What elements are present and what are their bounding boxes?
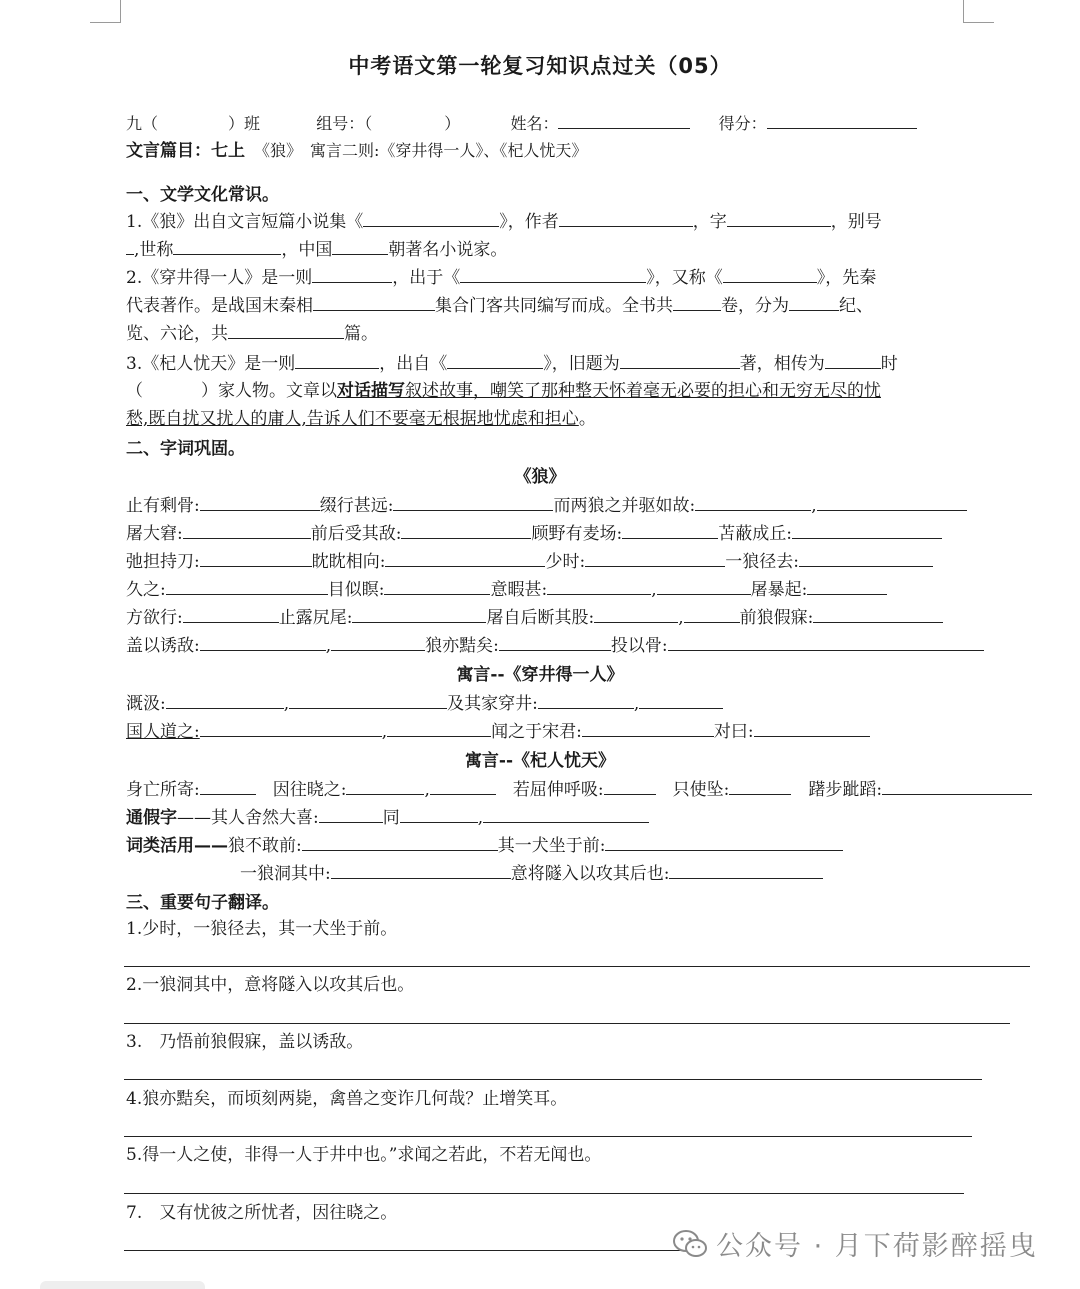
blank[interactable]: [295, 350, 379, 369]
vocab-term: 意暇甚:: [490, 580, 548, 600]
page-corner-mark-left: [90, 0, 121, 23]
vocab-term: 若屈伸呼吸:: [512, 780, 604, 800]
vocab-term: 久之:: [126, 580, 166, 600]
blank[interactable]: [331, 632, 425, 651]
blank[interactable]: [585, 548, 725, 567]
blank[interactable]: [331, 860, 511, 879]
blank[interactable]: [460, 264, 646, 283]
blank[interactable]: [387, 718, 491, 737]
blank[interactable]: [813, 604, 943, 623]
q1-text: 朝著名小说家。: [388, 240, 508, 260]
vocab-term: 因往晓之:: [272, 780, 347, 800]
huoyong-label: 词类活用——: [126, 836, 228, 856]
score-label: 得分：: [718, 114, 767, 133]
answer-line[interactable]: [124, 1250, 684, 1251]
huoyong-row: [240, 860, 823, 887]
q2-text: 卷，分为: [721, 296, 789, 316]
group-suffix: ）: [444, 114, 461, 133]
blank[interactable]: [352, 604, 486, 623]
vocab-term: 狼亦黠矣:: [425, 636, 499, 656]
blank[interactable]: [620, 350, 740, 369]
blank[interactable]: [200, 492, 320, 511]
blank[interactable]: [789, 292, 839, 311]
vocab-term: 闻之于宋君:: [491, 722, 582, 742]
translation-prompt: 7. 又有忧彼之所忧者，因往晓之。: [126, 1203, 398, 1223]
blank[interactable]: [384, 576, 490, 595]
vocab-term: 屠自后断其股:: [486, 608, 595, 628]
blank[interactable]: [289, 690, 447, 709]
vocab-term: 躇步跐蹈:: [808, 780, 883, 800]
passage-line: [126, 138, 587, 164]
blank[interactable]: [228, 320, 344, 339]
page-title: 中考语文第一轮复习知识点过关（05）: [348, 54, 732, 78]
blank[interactable]: [385, 548, 545, 567]
vocab-term: 顾野有麦场:: [531, 524, 623, 544]
section-1-heading: 一、文学文化常识。: [126, 185, 279, 205]
vocab-term: 苫蔽成丘:: [718, 524, 792, 544]
score-field[interactable]: [767, 110, 917, 129]
vocab-row: [126, 548, 933, 575]
page-footer-tab: [40, 1281, 205, 1289]
blank[interactable]: [200, 548, 312, 567]
q3-line-1: [126, 350, 898, 377]
q3-text: 著，相传为: [739, 354, 825, 374]
translation-prompt: 3. 乃悟前狼假寐，盖以诱敌。: [126, 1032, 364, 1052]
tongjia-row: [126, 804, 649, 831]
blank[interactable]: [727, 208, 831, 227]
q1-line-1: [126, 208, 882, 235]
blank[interactable]: [173, 236, 281, 255]
q3-emphasis: 对话描写: [337, 381, 405, 401]
blank[interactable]: [604, 776, 656, 795]
vocab-row: [126, 632, 984, 659]
lang-title: 《狼》: [514, 467, 566, 487]
q2-line-1: [126, 264, 876, 291]
vocab-term: 缀行甚远:: [319, 496, 394, 516]
blank[interactable]: [547, 576, 651, 595]
vocab-term: 少时:: [545, 552, 586, 572]
q1-text: ，中国: [281, 240, 333, 260]
vocab-term: 狼不敢前:: [228, 836, 302, 856]
blank[interactable]: [605, 832, 843, 851]
q3-text: 时: [880, 354, 898, 374]
blank[interactable]: [302, 832, 498, 851]
blank[interactable]: [166, 690, 284, 709]
vocab-term: 方欲行:: [126, 608, 183, 628]
blank[interactable]: [166, 576, 328, 595]
answer-line[interactable]: [124, 1023, 1010, 1024]
fable1-title: 寓言--《穿井得一人》: [456, 665, 624, 685]
vocab-row: [126, 604, 943, 631]
blank[interactable]: [430, 776, 496, 795]
class-suffix: ）班: [228, 114, 261, 133]
blank[interactable]: [200, 632, 326, 651]
vocab-term: 止有剩骨:: [126, 496, 200, 516]
blank[interactable]: [695, 492, 811, 511]
q1-line-2: [126, 236, 507, 263]
blank[interactable]: [393, 492, 553, 511]
section-3-heading: 三、重要句子翻译。: [126, 893, 279, 913]
vocab-term: 前狼假寐:: [739, 608, 814, 628]
blank[interactable]: [668, 632, 984, 651]
blank[interactable]: [792, 520, 942, 539]
q2-text: 纪、: [839, 296, 873, 316]
q2-text: 》，先秦: [816, 268, 877, 288]
vocab-row: [126, 520, 942, 547]
translation-prompt: 1.少时，一狼径去，其一犬坐于前。: [126, 919, 398, 939]
vocab-sep: ,: [633, 694, 640, 714]
blank[interactable]: [882, 776, 1032, 795]
blank[interactable]: [447, 350, 543, 369]
vocab-row: [126, 690, 723, 717]
blank[interactable]: [538, 690, 634, 709]
blank[interactable]: [313, 292, 435, 311]
blank[interactable]: [723, 264, 817, 283]
q3-line-2: [126, 378, 881, 404]
vocab-sep: ,: [678, 608, 684, 628]
blank[interactable]: [332, 236, 388, 255]
tongjia-label: 通假字: [126, 808, 177, 828]
answer-line[interactable]: [124, 966, 1030, 967]
q1-text: ，别号: [830, 212, 882, 232]
blank[interactable]: [799, 548, 933, 567]
answer-line[interactable]: [124, 1136, 972, 1137]
q2-text: 2.《穿井得一人》是一则: [126, 268, 313, 288]
blank[interactable]: [673, 292, 721, 311]
blank[interactable]: [622, 520, 718, 539]
q2-line-2: [126, 292, 873, 319]
q3-line-3: [126, 406, 596, 432]
vocab-term: 只使坠:: [672, 780, 730, 800]
vocab-term: 屠大窘:: [126, 524, 183, 544]
blank[interactable]: [183, 520, 311, 539]
huoyong-row: [126, 832, 843, 859]
vocab-term: 溉汲:: [126, 694, 166, 714]
q3-text: 》，旧题为: [543, 354, 620, 374]
vocab-sep: ,: [811, 496, 817, 516]
vocab-term: 一狼洞其中:: [240, 864, 331, 884]
vocab-term: 前后受其敌:: [310, 524, 402, 544]
q1-text: ,世称: [134, 240, 174, 260]
name-label: 姓名：: [510, 114, 559, 133]
blank[interactable]: [346, 776, 424, 795]
blank[interactable]: [363, 208, 499, 227]
vocab-term: 国人道之:: [126, 722, 200, 742]
q1-text: 1.《狼》出自文言短篇小说集《: [126, 212, 364, 232]
vocab-sep: ,: [283, 694, 290, 714]
blank[interactable]: [669, 860, 823, 879]
vocab-term: 投以骨:: [610, 636, 668, 656]
vocab-sep: ,: [381, 722, 388, 742]
q2-text: 》，又称《: [646, 268, 723, 288]
blank[interactable]: [559, 208, 693, 227]
tongjia-same: 同: [382, 808, 400, 828]
name-field[interactable]: [558, 110, 690, 129]
blank[interactable]: [200, 776, 256, 795]
vocab-term: 盖以诱敌:: [126, 636, 200, 656]
q3-text: 叙述故事，嘲笑了那种整天怀着毫无必要的担心和无穷无尽的忧: [405, 381, 881, 401]
blank[interactable]: [401, 520, 531, 539]
vocab-term: 而两狼之并驱如故:: [553, 496, 696, 516]
vocab-row: [126, 492, 967, 519]
blank[interactable]: [817, 492, 967, 511]
vocab-term: 其一犬坐于前:: [497, 836, 606, 856]
vocab-term: 意将隧入以攻其后也:: [510, 864, 670, 884]
blank[interactable]: [319, 804, 383, 823]
blank[interactable]: [639, 690, 723, 709]
vocab-term: 弛担持刀:: [126, 552, 200, 572]
section-2-heading: 二、字词巩固。: [126, 439, 245, 459]
vocab-term: 及其家穿井:: [447, 694, 538, 714]
blank[interactable]: [312, 264, 392, 283]
blank[interactable]: [200, 718, 382, 737]
group-label: 组号：（: [316, 114, 373, 133]
translation-prompt: 5.得一人之使，非得一人于井中也。”求闻之若此，不若无闻也。: [126, 1145, 602, 1165]
q2-text: 代表著作。是战国末秦相: [126, 296, 313, 316]
q3-text: （: [126, 381, 143, 401]
page-corner-mark-right: [963, 0, 994, 23]
vocab-row: [126, 718, 870, 745]
vocab-sep: ,: [325, 636, 332, 656]
vocab-term: 一狼径去:: [725, 552, 799, 572]
blank[interactable]: [483, 804, 649, 823]
blank[interactable]: [400, 804, 478, 823]
passage-label: 文言篇目：七上: [126, 141, 245, 161]
vocab-sep: ,: [424, 780, 430, 800]
blank[interactable]: [754, 718, 870, 737]
vocab-term: 止露尻尾:: [278, 608, 353, 628]
q2-text: 篇。: [344, 324, 378, 344]
blank[interactable]: [807, 576, 887, 595]
vocab-row: [126, 776, 1032, 803]
vocab-sep: ,: [651, 580, 657, 600]
answer-line[interactable]: [124, 1079, 982, 1080]
student-info-row: [126, 110, 917, 137]
blank[interactable]: [499, 632, 611, 651]
watermark-text: 公众号 · 月下荷影醉摇曳: [716, 1231, 1038, 1262]
vocab-term: 屠暴起:: [750, 580, 808, 600]
tongjia-text: ——其人舍然大喜:: [177, 808, 319, 828]
q3-text: 愁,既自扰又扰人的庸人,告诉人们不要毫无根据地忧虑和担心: [126, 409, 579, 429]
blank[interactable]: [684, 604, 740, 623]
vocab-row: [126, 576, 887, 603]
q3-text: 3.《杞人忧天》是一则: [126, 354, 296, 374]
q2-line-3: [126, 320, 378, 347]
answer-line[interactable]: [124, 1193, 964, 1194]
vocab-term: 目似瞑:: [327, 580, 385, 600]
vocab-sep: ,: [477, 808, 484, 828]
q1-text: 》，作者: [499, 212, 559, 232]
vocab-term: 对曰:: [713, 722, 754, 742]
blank[interactable]: [594, 604, 678, 623]
watermark: [672, 1224, 1038, 1263]
blank[interactable]: [582, 718, 714, 737]
translation-prompt: 4.狼亦黠矣，而顷刻两毙，禽兽之变诈几何哉？止增笑耳。: [126, 1089, 568, 1109]
wechat-icon: [672, 1229, 708, 1259]
q2-text: ，出于《: [392, 268, 461, 288]
fable2-title: 寓言--《杞人忧天》: [464, 751, 616, 771]
passage-works: 《狼》 寓言二则:《穿井得一人》、《杞人忧天》: [262, 141, 588, 160]
q1-text: ，字: [692, 212, 727, 232]
blank[interactable]: [825, 350, 881, 369]
vocab-term: 眈眈相向:: [311, 552, 386, 572]
vocab-term: 身亡所寄:: [126, 780, 200, 800]
blank[interactable]: [657, 576, 751, 595]
blank[interactable]: [183, 604, 279, 623]
q3-text: ，出自《: [379, 354, 448, 374]
q3-text: ）家人物。文章以: [201, 381, 337, 401]
q3-text: 。: [578, 409, 596, 429]
class-label: 九（: [126, 114, 159, 133]
blank[interactable]: [126, 236, 134, 255]
q2-text: 览、六论，共: [126, 324, 228, 344]
translation-prompt: 2.一狼洞其中，意将隧入以攻其后也。: [126, 975, 415, 995]
blank[interactable]: [729, 776, 791, 795]
q2-text: 集合门客共同编写而成。全书共: [435, 296, 673, 316]
